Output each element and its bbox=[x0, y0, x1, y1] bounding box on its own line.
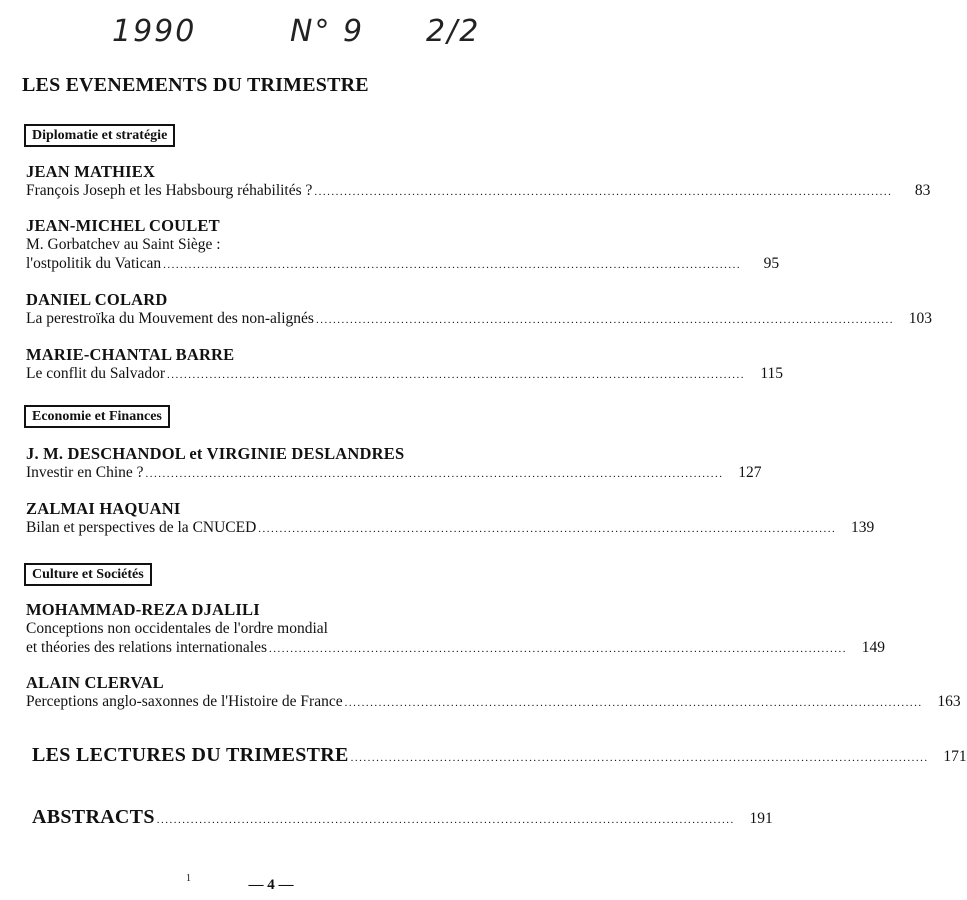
dot-leader: ........................................................................................................................................ bbox=[344, 697, 923, 709]
entry-author: JEAN MATHIEX bbox=[26, 162, 156, 181]
section-title-economie: Economie et Finances bbox=[24, 405, 170, 428]
section-title-diplomatie: Diplomatie et stratégie bbox=[24, 124, 175, 147]
toc-entry-barre[interactable] bbox=[26, 345, 784, 385]
toc-entry-colard[interactable] bbox=[26, 290, 932, 330]
dot-leader: ........................................................................................................................................ bbox=[156, 814, 735, 826]
entry-title-row bbox=[26, 364, 784, 385]
main-heading: LES EVENEMENTS DU TRIMESTRE bbox=[22, 74, 369, 96]
entry-author: JEAN-MICHEL COULET bbox=[26, 216, 220, 235]
toc-entry-deschandol[interactable] bbox=[26, 444, 762, 484]
toc-entry-haquani[interactable] bbox=[26, 499, 875, 539]
entry-title-row bbox=[26, 254, 780, 275]
entry-page-number: 83 bbox=[914, 182, 931, 199]
entry-page-number: 163 bbox=[937, 693, 961, 710]
entry-page-number: 103 bbox=[908, 310, 932, 327]
entry-title: François Joseph et les Habsbourg réhabilités ? bbox=[26, 182, 313, 199]
dot-leader: ........................................................................................................................................ bbox=[315, 314, 894, 326]
entry-author: ALAIN CLERVAL bbox=[26, 673, 164, 692]
toc-entry-lectures[interactable] bbox=[32, 744, 967, 767]
section-title-culture: Culture et Sociétés bbox=[24, 563, 152, 586]
entry-title: et théories des relations internationales bbox=[26, 639, 268, 656]
entry-title-row bbox=[26, 692, 961, 713]
entry-title-line: M. Gorbatchev au Saint Siège : bbox=[26, 236, 221, 253]
entry-author: ZALMAI HAQUANI bbox=[26, 499, 181, 518]
dot-leader: ........................................................................................................................................ bbox=[258, 523, 837, 535]
toc-entry-clerval[interactable] bbox=[26, 673, 961, 713]
entry-title-row bbox=[26, 638, 886, 659]
entry-author: MOHAMMAD-REZA DJALILI bbox=[26, 600, 260, 619]
entry-title: Perceptions anglo-saxonnes de l'Histoire de France bbox=[26, 693, 343, 710]
entry-page-number: 139 bbox=[851, 519, 875, 536]
entry-title-row bbox=[26, 463, 762, 484]
dot-leader: ........................................................................................................................................ bbox=[269, 643, 848, 655]
margin-mark: 1 bbox=[186, 873, 191, 884]
lectures-page-number: 171 bbox=[943, 748, 967, 765]
abstracts-title: ABSTRACTS bbox=[32, 806, 155, 828]
dot-leader: ........................................................................................................................................ bbox=[350, 752, 929, 764]
entry-author: MARIE-CHANTAL BARRE bbox=[26, 345, 235, 364]
entry-title-row bbox=[26, 181, 931, 202]
entry-title-row bbox=[26, 518, 875, 539]
dot-leader: ........................................................................................................................................ bbox=[167, 369, 746, 381]
entry-page-number: 127 bbox=[738, 464, 762, 481]
handwritten-issue-number: N° 9 bbox=[290, 14, 365, 49]
toc-entry-abstracts[interactable] bbox=[32, 806, 773, 829]
entry-page-number: 149 bbox=[861, 639, 886, 656]
dot-leader: ........................................................................................................................................ bbox=[145, 468, 724, 480]
lectures-title: LES LECTURES DU TRIMESTRE bbox=[32, 744, 349, 766]
toc-entry-djalili[interactable] bbox=[26, 600, 886, 659]
toc-entry-mathiex[interactable] bbox=[26, 162, 931, 202]
entry-page-number: 95 bbox=[763, 255, 780, 272]
dot-leader: ........................................................................................................................................ bbox=[163, 259, 742, 271]
entry-title: Bilan et perspectives de la CNUCED bbox=[26, 519, 257, 536]
entry-title-row bbox=[26, 309, 932, 330]
dot-leader: ........................................................................................................................................ bbox=[314, 186, 893, 198]
entry-page-number: 115 bbox=[760, 365, 784, 382]
entry-title: Le conflit du Salvador bbox=[26, 365, 166, 382]
entry-title: l'ostpolitik du Vatican bbox=[26, 255, 162, 272]
toc-entry-coulet[interactable] bbox=[26, 216, 780, 275]
entry-title-line: Conceptions non occidentales de l'ordre mondial bbox=[26, 620, 328, 637]
entry-title: Investir en Chine ? bbox=[26, 464, 144, 481]
entry-title: La perestroïka du Mouvement des non-alignés bbox=[26, 310, 314, 327]
page-number-footer: — 4 — bbox=[248, 877, 294, 893]
handwritten-year: 1990 bbox=[112, 14, 197, 49]
entry-author: J. M. DESCHANDOL et VIRGINIE DESLANDRES bbox=[26, 444, 405, 463]
abstracts-page-number: 191 bbox=[749, 810, 773, 827]
handwritten-part: 2/2 bbox=[426, 14, 481, 49]
entry-author: DANIEL COLARD bbox=[26, 290, 168, 309]
